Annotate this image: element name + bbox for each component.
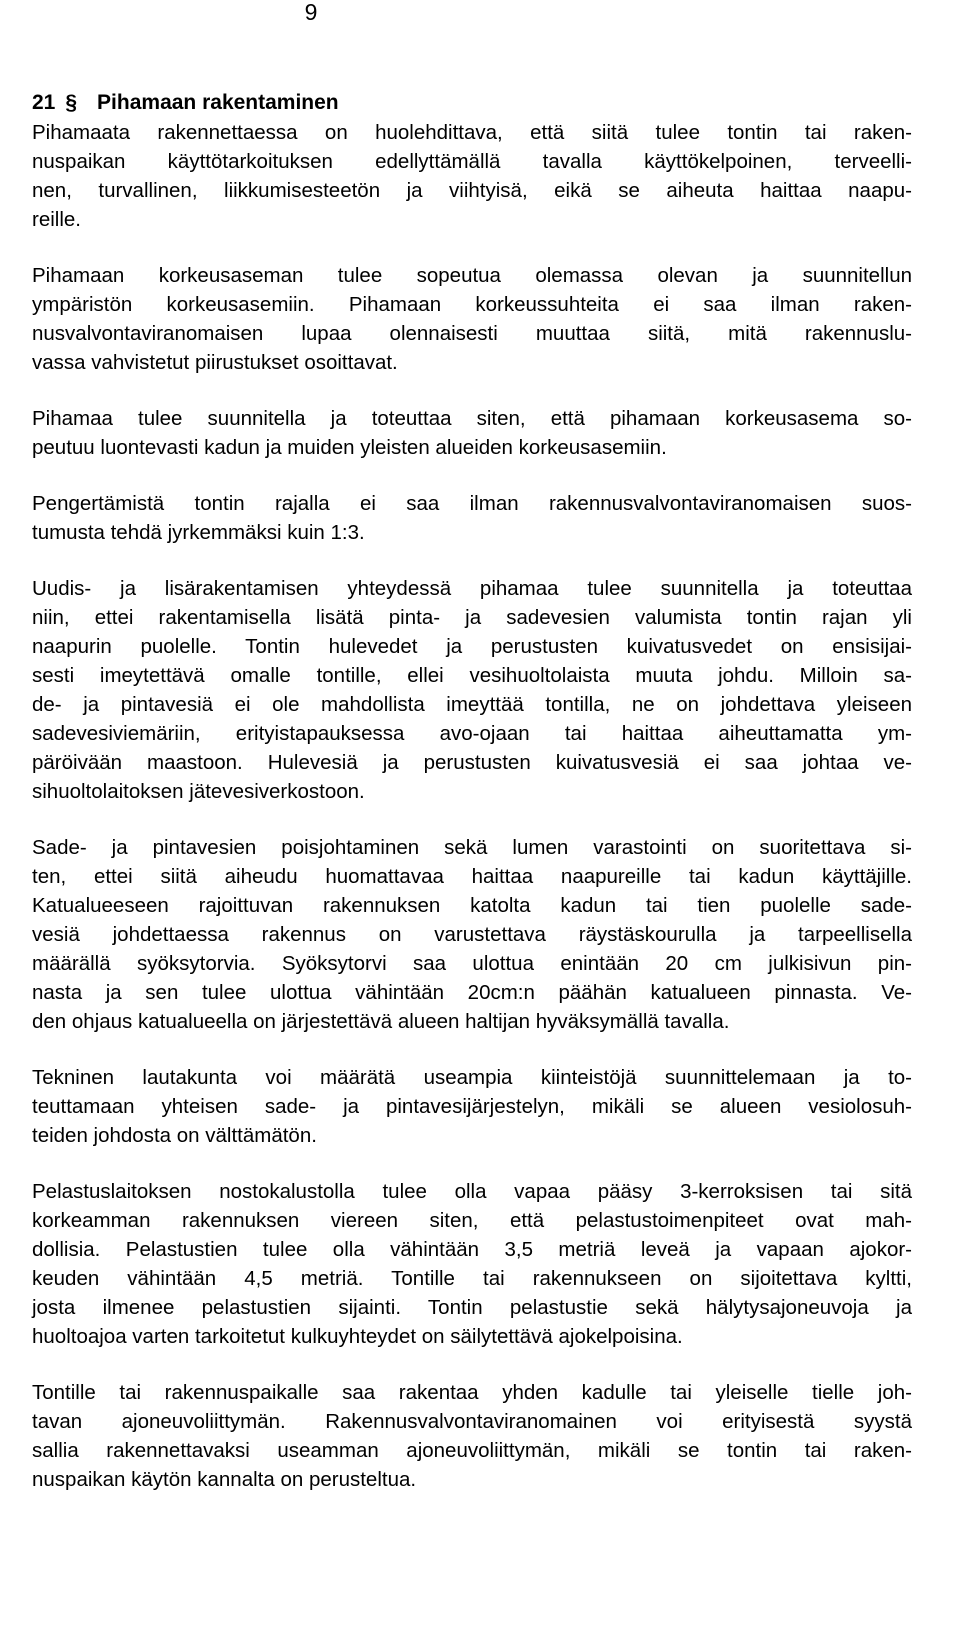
paragraph-line: Tekninen lautakunta voi määrätä useampia kiinteistöjä suunnittelemaan ja to- [32,1066,912,1089]
paragraph-line: Pelastuslaitoksen nostokalustolla tulee olla vapaa pääsy 3-kerroksisen tai sitä [32,1180,912,1203]
paragraph-line: huoltoajoa varten tarkoitetut kulkuyhteydet on säilytettävä ajokelpoisina. [32,1325,683,1348]
paragraph-line: Pihamaan korkeusaseman tulee sopeutua olemassa olevan ja suunnitellun [32,264,912,287]
paragraph-line: nen, turvallinen, liikkumisesteetön ja viihtyisä, eikä se aiheuta haittaa naapu- [32,179,912,202]
paragraph-line: vassa vahvistetut piirustukset osoittavat. [32,351,398,374]
paragraph-line: den ohjaus katualueella on järjestettävä alueen haltijan hyväksymällä tavalla. [32,1010,730,1033]
paragraph-line: Katualueeseen rajoittuvan rakennuksen katolta kadun tai tien puolelle sade- [32,894,912,917]
paragraph-line: Tontille tai rakennuspaikalle saa rakentaa yhden kadulle tai yleiselle tielle joh- [32,1381,912,1404]
paragraph [32,1177,912,1351]
paragraph [32,261,912,377]
paragraph-line: sadevesiviemäriin, erityistapauksessa avo-ojaan tai haittaa aiheuttamatta ym- [32,722,912,745]
paragraph-line: tavan ajoneuvoliittymän. Rakennusvalvontaviranomainen voi erityisestä syystä [32,1410,912,1433]
paragraph-line: keuden vähintään 4,5 metriä. Tontille tai rakennukseen on sijoitettava kyltti, [32,1267,912,1290]
page-number: 9 [304,0,318,25]
paragraph-line: nasta ja sen tulee ulottua vähintään 20cm:n päähän katualueen pinnasta. Ve- [32,981,912,1004]
paragraph-line: ten, ettei siitä aiheudu huomattavaa haittaa naapureille tai kadun käyttäjille. [32,865,912,888]
paragraph [32,1063,912,1150]
paragraph-line: ympäristön korkeusasemiin. Pihamaan korkeussuhteita ei saa ilman raken- [32,293,912,316]
paragraph [32,489,912,547]
section-heading [32,88,912,118]
paragraph-line: teuttamaan yhteisen sade- ja pintavesijärjestelyn, mikäli se alueen vesiolosuh- [32,1095,912,1118]
paragraph-line: päröivään maastoon. Hulevesiä ja perustusten kuivatusvesiä ei saa johtaa ve- [32,751,912,774]
paragraph-line: Pengertämistä tontin rajalla ei saa ilman rakennusvalvontaviranomaisen suos- [32,492,912,515]
paragraph-line: Uudis- ja lisärakentamisen yhteydessä pihamaa tulee suunnitella ja toteuttaa [32,577,912,600]
paragraph [32,574,912,806]
paragraph-line: reille. [32,208,81,231]
paragraph [32,833,912,1036]
paragraph-line: sihuoltolaitoksen jätevesiverkostoon. [32,780,365,803]
paragraph-line: Pihamaata rakennettaessa on huolehdittava, että siitä tulee tontin tai raken- [32,121,912,144]
section-title: Pihamaan rakentaminen [97,91,339,114]
section-symbol: § [65,91,78,114]
paragraph-line: niin, ettei rakentamisella lisätä pinta- ja sadevesien valumista tontin rajan yli [32,606,912,629]
section-number: 21 [32,91,56,114]
paragraph-line: josta ilmenee pelastustien sijainti. Tontin pelastustie sekä hälytysajoneuvoja ja [32,1296,912,1319]
paragraph-line: sesti imeytettävä omalle tontille, ellei vesihuoltolaista muuta johdu. Milloin sa- [32,664,912,687]
document-body [32,88,912,1521]
paragraph-line: Pihamaa tulee suunnitella ja toteuttaa siten, että pihamaan korkeusasema so- [32,407,912,430]
paragraph-line: nuspaikan käytön kannalta on perusteltua. [32,1468,417,1491]
paragraph-line: dollisia. Pelastustien tulee olla vähintään 3,5 metriä leveä ja vapaan ajokor- [32,1238,912,1261]
paragraph [32,404,912,462]
paragraph-line: naapurin puolelle. Tontin hulevedet ja perustusten kuivatusvedet on ensisijai- [32,635,912,658]
paragraph-line: sallia rakennettavaksi useamman ajoneuvoliittymän, mikäli se tontin tai raken- [32,1439,912,1462]
paragraph-line: nusvalvontaviranomaisen lupaa olennaisesti muuttaa siitä, mitä rakennuslu- [32,322,912,345]
paragraph-line: de- ja pintavesiä ei ole mahdollista imeyttää tontilla, ne on johdettava yleiseen [32,693,912,716]
paragraph-line: tumusta tehdä jyrkemmäksi kuin 1:3. [32,521,365,544]
paragraph-line: peutuu luontevasti kadun ja muiden yleisten alueiden korkeusasemiin. [32,436,667,459]
paragraph [32,118,912,234]
paragraph-line: vesiä johdettaessa rakennus on varustettava räystäskourulla ja tarpeellisella [32,923,912,946]
paragraph-line: korkeamman rakennuksen viereen siten, että pelastustoimenpiteet ovat mah- [32,1209,912,1232]
paragraph-list [32,118,912,1494]
paragraph-line: Sade- ja pintavesien poisjohtaminen sekä lumen varastointi on suoritettava si- [32,836,912,859]
paragraph-line: määrällä syöksytorvia. Syöksytorvi saa ulottua enintään 20 cm julkisivun pin- [32,952,912,975]
paragraph [32,1378,912,1494]
paragraph-line: teiden johdosta on välttämätön. [32,1124,317,1147]
paragraph-line: nuspaikan käyttötarkoituksen edellyttämällä tavalla käyttökelpoinen, terveelli- [32,150,912,173]
